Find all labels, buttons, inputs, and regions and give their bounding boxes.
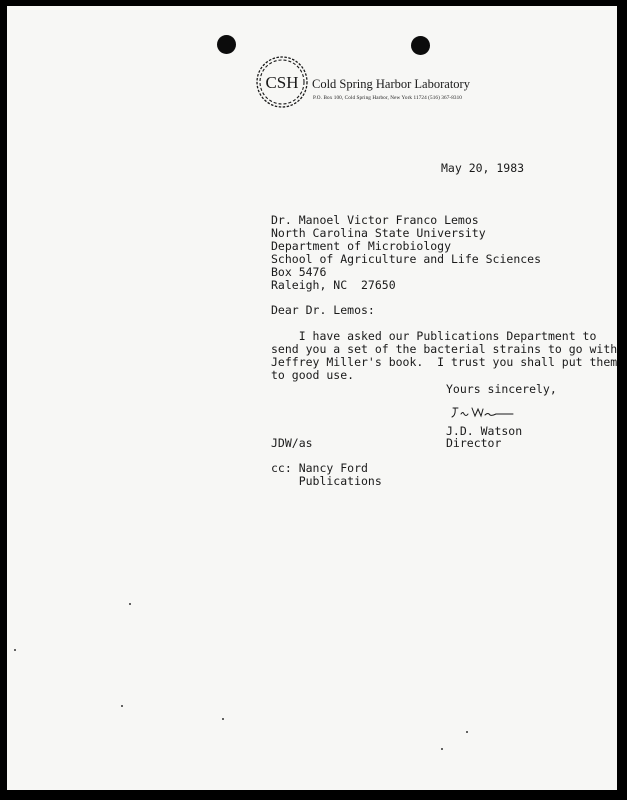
letter-page (7, 6, 617, 790)
initials: JDW/as (271, 436, 313, 450)
recipient-line: Dr. Manoel Victor Franco Lemos (271, 213, 479, 227)
salutation: Dear Dr. Lemos: (271, 303, 375, 317)
letter-date: May 20, 1983 (441, 161, 525, 175)
paper-speck (121, 705, 123, 707)
body-line: I have asked our Publications Department to (271, 329, 597, 343)
csh-logo-icon (253, 53, 311, 111)
recipient-line: School of Agriculture and Life Sciences (271, 252, 542, 266)
closing: Yours sincerely, (446, 382, 557, 396)
paper-speck (14, 649, 16, 651)
paper-speck (129, 603, 131, 605)
recipient-line: Department of Microbiology (271, 239, 452, 253)
body-line: send you a set of the bacterial strains to go with (271, 342, 618, 356)
letterhead-address: P.O. Box 100, Cold Spring Harbor, New York 11724 (516) 367-8310 (313, 95, 462, 101)
punch-hole-left (217, 35, 236, 54)
logo-text: CSH (265, 73, 299, 92)
recipient-line: Raleigh, NC 27650 (271, 278, 396, 292)
letterhead-name: Cold Spring Harbor Laboratory (312, 77, 470, 91)
body-line: Jeffrey Miller's book. I trust you shall put them (271, 355, 618, 369)
cc-line: cc: Nancy Ford (271, 461, 368, 475)
punch-hole-right (411, 36, 430, 55)
paper-speck (222, 718, 224, 720)
signer-title: Director (446, 436, 502, 450)
recipient-line: North Carolina State University (271, 226, 486, 240)
signer-name: J.D. Watson (446, 424, 523, 438)
handwritten-signature (449, 406, 515, 420)
paper-speck (466, 731, 468, 733)
paper-speck (441, 748, 443, 750)
recipient-line: Box 5476 (271, 265, 327, 279)
body-line: to good use. (271, 368, 355, 382)
cc-line: Publications (271, 474, 382, 488)
